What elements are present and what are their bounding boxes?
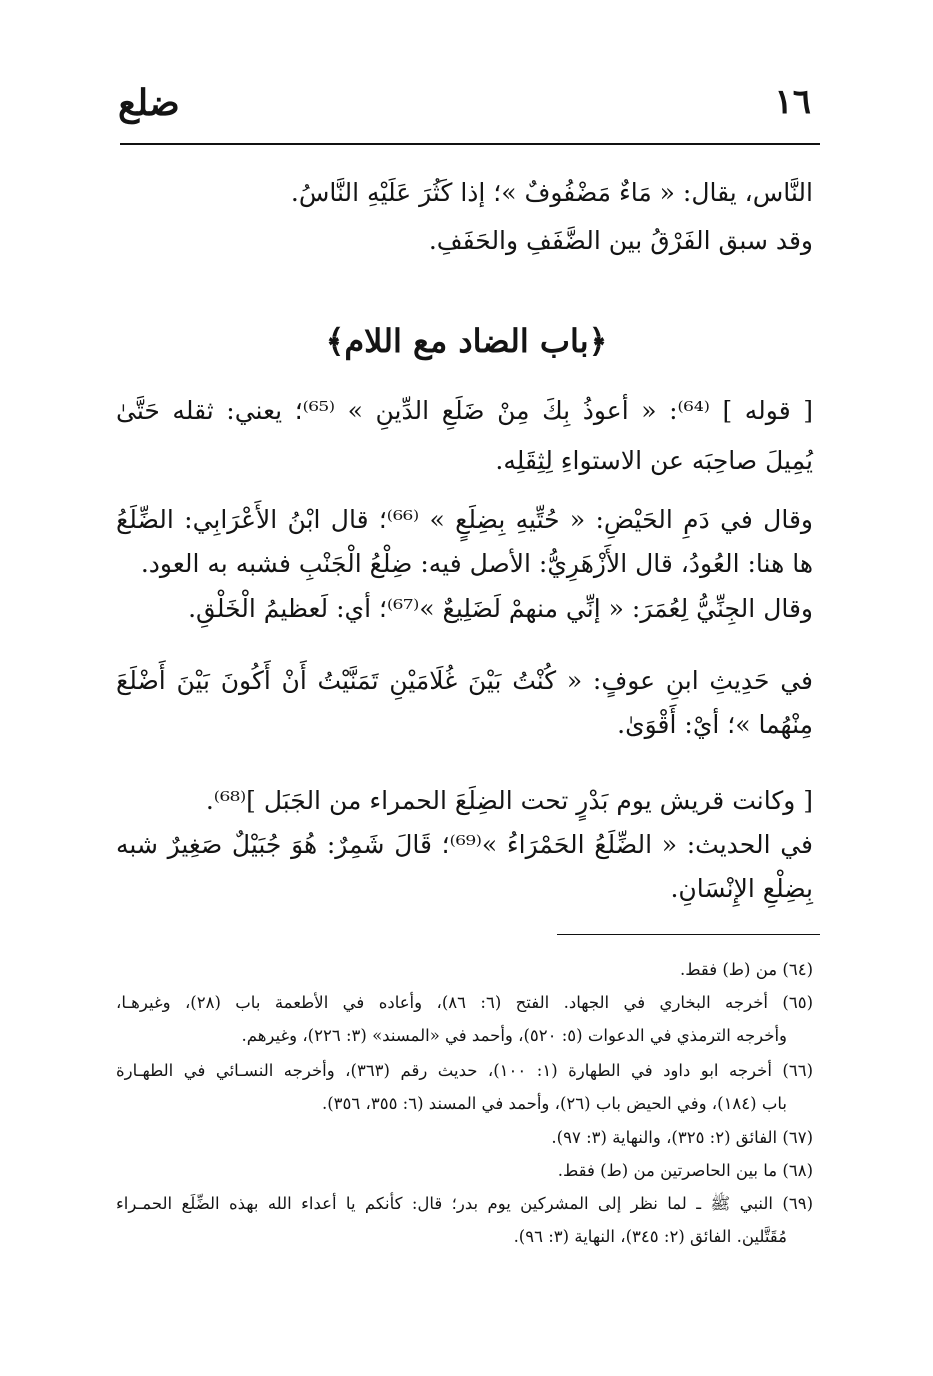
footnote-rule [557,934,820,935]
body-line: وقال في دَمِ الحَيْضِ: « حُتِّيهِ بِضِلَعٍ » ⁽⁶⁶⁾؛ قال ابْنُ الأَعْرَابِي: الضِّلَعُ [116,505,813,534]
footnote: (٦٦) أخرجه ابو داود في الطهارة (١: ١٠٠)، حديث رقم (٣٦٣)، وأخرجه النسـائي في الطهـارة [116,1061,813,1080]
footnote-continuation: مُقَتَّلين. الفائق (٢: ٣٤٥)، النهاية (٣: ٩٦). [513,1227,787,1246]
body-line: [ قوله ] ⁽⁶⁴⁾: « أعوذُ بِكَ مِنْ ضَلَعِ الدِّينِ » ⁽⁶⁵⁾؛ يعني: ثقله حَتَّىٰ [116,396,814,425]
body-line: ها هنا: العُودُ، قال الأَزْهَرِيُّ: الأصل فيه: ضِلْعُ الْجَنْبِ فشبه به العود. [140,549,813,578]
intro-line: النَّاس، يقال: « مَاءٌ مَضْفُوفٌ »؛ إذا كَثُرَ عَلَيْهِ النَّاسُ. [290,178,813,207]
footnote-continuation: باب (١٨٤)، وفي الحيض باب (٢٦)، وأحمد في المسند (٦: ٣٥٥، ٣٥٦). [321,1094,787,1113]
body-line: مِنْهُما »؛ أيْ: أَقْوَىٰ. [617,710,813,739]
header-rule [120,143,820,145]
footnote: (٦٤) من (ط) فقط. [679,960,813,979]
footnote: (٦٨) ما بين الحاصرتين من (ط) فقط. [557,1161,813,1180]
intro-line: وقد سبق الفَرْقُ بين الضَّفَفِ والحَفَفِ. [428,226,813,255]
section-title: ﴿باب الضاد مع اللام﴾ [325,322,608,360]
body-line: في حَدِيثِ ابنِ عوفٍ: « كُنْتُ بَيْنَ غُلَامَيْنِ تَمَنَّيْتُ أَنْ أَكُونَ بَيْنَ أَضْلَعَ [116,666,813,695]
body-line: وقال الجِنِّيُّ لِعُمَرَ: « إنِّي منهمْ لَضَلِيعٌ »⁽⁶⁷⁾؛ أي: لَعظيمُ الْخَلْقِ. [188,594,813,623]
footnote: (٦٩) النبي ﷺ ـ لما نظر إلى المشركين يوم بدر؛ قال: كأنكم يا أعداء الله بهذه الضِّلَع الحمـراء [116,1194,813,1213]
running-header-root: ضلع [118,82,180,124]
footnote: (٦٥) أخرجه البخاري في الجهاد. الفتح (٦: ٨٦)، وأعاده في الأطعمة باب (٢٨)، وغيرهـا، [116,993,813,1012]
body-line: [ وكانت قريش يوم بَدْرٍ تحت الضِلَعَ الحمراء من الجَبَل ]⁽⁶⁸⁾. [205,786,813,815]
body-line: يُمِيلَ صاحِبَه عن الاستواءِ لِثِقَلِه. [495,446,813,475]
body-line: في الحديث: « الضِّلَعُ الحَمْرَاءُ »⁽⁶⁹⁾؛ قَالَ شَمِرٌ: هُوَ جُبَيْلٌ صَغِيرٌ شبه [116,830,813,859]
footnote: (٦٧) الفائق (٢: ٣٢٥)، والنهاية (٣: ٩٧). [551,1128,813,1147]
body-line: بِضِلْعِ الإِنْسَانِ. [670,874,813,903]
footnote-continuation: وأخرجه الترمذي في الدعوات (٥: ٥٢٠)، وأحمد في «المسند» (٣: ٢٢٦)، وغيرهم. [241,1026,787,1045]
page-number: ١٦ [774,82,811,122]
